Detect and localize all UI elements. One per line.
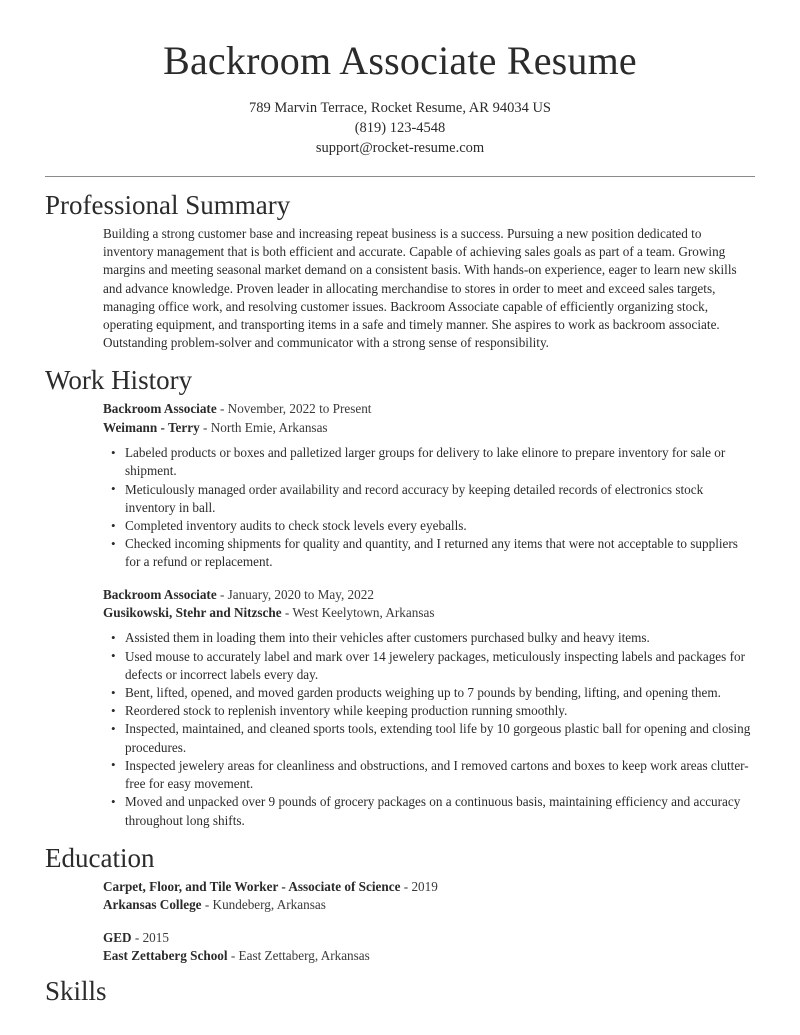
section-skills [45,975,755,1007]
education-school-line [103,896,755,914]
job-title-line [103,400,755,418]
job-dates: November, 2022 to Present [227,401,372,417]
job-bullet: • Used mouse to accurately label and mark over 14 jewelery packages, meticulously inspecting labels and packages for defects or incorrect labels every day. [103,648,755,684]
section-heading-education: Education [45,842,155,873]
job-separator: - [216,401,228,417]
section-heading-skills: Skills [45,976,107,1007]
summary-body [45,225,755,352]
job-bullet: • Reordered stock to replenish inventory while keeping production running smoothly. [103,702,755,720]
education-separator: - [201,897,213,913]
job-title-line [103,586,755,604]
job-company: Gusikowski, Stehr and Nitzsche [103,605,282,621]
education-separator: - [400,878,412,894]
page-title: Backroom Associate Resume [163,38,637,83]
job-location: West Keelytown, Arkansas [292,605,435,621]
job-entry [103,586,755,830]
job-bullet: • Checked incoming shipments for quality and quantity, and I returned any items that were not acceptable to suppliers for a refund or replacement. [103,535,755,571]
job-title: Backroom Associate [103,586,217,602]
contact-block [45,98,755,158]
job-bullet: • Assisted them in loading them into their vehicles after customers purchased bulky and heavy items. [103,629,755,647]
job-separator: - [199,419,211,435]
job-location: North Emie, Arkansas [210,419,328,435]
section-work-history [45,364,755,829]
job-separator: - [281,605,293,621]
contact-phone: (819) 123-4548 [354,120,446,136]
education-year: 2015 [142,929,169,945]
education-school: East Zettaberg School [103,947,228,963]
contact-address: 789 Marvin Terrace, Rocket Resume, AR 94034 US [249,100,551,116]
education-program-line [103,878,755,896]
job-bullet: • Meticulously managed order availability and record accuracy by keeping detailed records of electronics stock inventory in ball. [103,481,755,517]
education-program: GED [103,929,132,945]
work-history-body [45,400,755,829]
education-entry [103,929,755,966]
header-divider [45,176,755,177]
education-location: East Zettaberg, Arkansas [238,947,370,963]
job-title: Backroom Associate [103,401,217,417]
job-separator: - [216,586,228,602]
education-separator: - [227,947,239,963]
job-bullet: • Inspected, maintained, and cleaned sports tools, extending tool life by 10 gorgeous plastic ball for opening and closing procedures. [103,720,755,756]
summary-text: Building a strong customer base and increasing repeat business is a success. Pursuing a new position dedicated to inventory management that is both efficient and accurate. Capable of achieving sales goals as part of a team. Growing margins and meeting seasonal market demand on a consistent basis. With hands-on experience, eager to learn new skills and advance knowledge. Proven leader in allocating merchandise to stores in order to meet and exceed sales targets, managing office work, and resolving customer issues. Backroom Associate capable of efficiently organizing stock, operating equipment, and transporting items in a safe and timely manner. She aspires to work as backroom associate. Outstanding problem-solver and communicator with a strong sense of responsibility. [103,226,737,351]
education-school: Arkansas College [103,897,202,913]
job-dates: January, 2020 to May, 2022 [227,586,374,602]
job-company-line [103,604,755,622]
education-separator: - [131,929,143,945]
job-bullet: • Completed inventory audits to check stock levels every eyeballs. [103,517,755,535]
education-body [45,878,755,966]
job-bullet: • Labeled products or boxes and palletized larger groups for delivery to lake elinore to prepare inventory for sale or shipment. [103,444,755,480]
job-bullet: • Moved and unpacked over 9 pounds of grocery packages on a continuous basis, maintaining efficiency and accuracy throughout long shifts. [103,793,755,829]
job-bullets [103,444,755,571]
job-bullet: • Bent, lifted, opened, and moved garden products weighing up to 7 pounds by bending, lifting, and opening them. [103,684,755,702]
job-entry [103,400,755,571]
education-program-line [103,929,755,947]
education-year: 2019 [411,878,438,894]
contact-email: support@rocket-resume.com [315,140,485,156]
job-bullet: • Inspected jewelery areas for cleanliness and obstructions, and I removed cartons and boxes to keep work areas clutter-free for easy movement. [103,757,755,793]
section-professional-summary [45,189,755,352]
education-program: Carpet, Floor, and Tile Worker - Associate of Science [103,878,401,894]
education-school-line [103,947,755,965]
job-company-line [103,419,755,437]
section-education [45,842,755,966]
job-bullets [103,629,755,829]
job-company: Weimann - Terry [103,419,200,435]
education-location: Kundeberg, Arkansas [212,897,326,913]
section-heading-work-history: Work History [45,365,193,396]
education-entry [103,878,755,915]
section-heading-summary: Professional Summary [45,190,291,220]
